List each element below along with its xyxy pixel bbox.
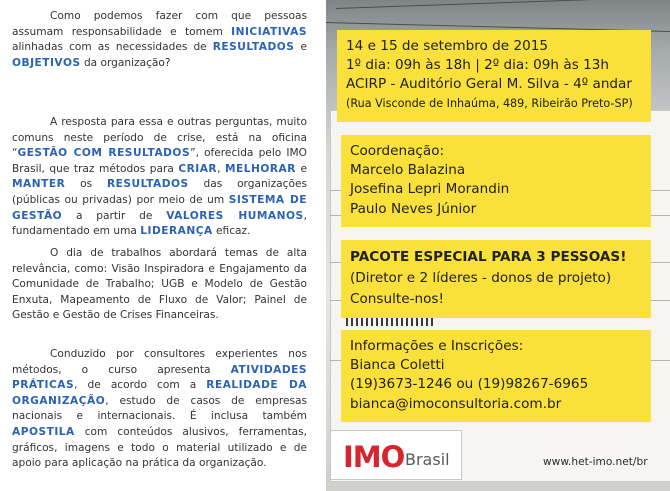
highlight-manter: MANTER <box>12 178 66 191</box>
highlight-sistema: SISTEMA DE GESTÃO <box>12 193 307 222</box>
paragraph-answer <box>12 115 307 240</box>
website-link[interactable]: www.het-imo.net/br <box>543 456 648 468</box>
highlight-apostila: APOSTILA <box>12 425 75 438</box>
contact-heading: Informações e Inscrições: <box>350 338 524 354</box>
paragraph-topics <box>12 246 307 324</box>
logo-country: Brasil <box>405 450 450 469</box>
text: e <box>294 41 307 54</box>
text: ”, oferecida pelo IMO Brasil, que traz métodos para <box>12 147 307 175</box>
text: a partir de <box>62 209 167 222</box>
paragraph-course <box>12 347 307 472</box>
text: com conteúdos alusivos, ferramentas, gráficos, imagens e todo o material utilizado e de apoio para aplicação na prática da organização. <box>12 425 307 470</box>
left-column <box>0 0 326 491</box>
event-dates: 14 e 15 de setembro de 2015 <box>346 38 549 54</box>
text: , <box>217 162 225 175</box>
right-panel <box>326 0 670 491</box>
special-offer-box <box>341 240 651 318</box>
coordination-heading: Coordenação: <box>350 143 445 159</box>
highlight-melhorar: MELHORAR <box>225 162 296 175</box>
text: A resposta para essa e outras perguntas, muito comuns neste período de crise, está na oficina “ <box>12 116 307 160</box>
highlight-realidade: REALIDADE DA ORGANIZAÇÃO <box>12 379 307 407</box>
contact-phones: (19)3673-1246 ou (19)98267-6965 <box>350 376 589 392</box>
highlight-resultados: RESULTADOS <box>212 41 295 54</box>
highlight-objetivos: OBJETIVOS <box>12 56 81 69</box>
text: Conduzido por consultores experientes nos métodos, o curso apresenta <box>12 348 307 376</box>
coordinator-name: Marcelo Balazina <box>350 162 466 178</box>
highlight-lideranca: LIDERANÇA <box>140 225 213 238</box>
text: alinhadas com as necessidades de <box>12 41 213 54</box>
coordination-box <box>341 135 651 227</box>
offer-detail: (Diretor e 2 líderes - donos de projeto) <box>350 270 612 286</box>
text: e <box>295 162 307 175</box>
highlight-resultados: RESULTADOS <box>106 178 189 191</box>
event-address: (Rua Visconde de Inhaúma, 489, Ribeirão Preto-SP) <box>346 97 633 110</box>
highlight-iniciativas: INICIATIVAS <box>231 25 307 38</box>
offer-cta: Consulte-nos! <box>350 291 444 307</box>
contact-box <box>341 330 651 422</box>
text: eficaz. <box>212 225 251 238</box>
text: os <box>65 178 107 191</box>
text: , estudo de casos de empresas nacionais e internacionais. É inclusa também <box>12 394 307 423</box>
event-info-box <box>337 30 651 122</box>
highlight-gestao: GESTÃO COM RESULTADOS <box>17 147 191 160</box>
event-venue: ACIRP - Auditório Geral M. Silva - 4º andar <box>346 76 632 92</box>
offer-title: PACOTE ESPECIAL PARA 3 PESSOAS! <box>350 249 627 265</box>
text: da organização? <box>80 56 171 69</box>
logo-mark: IMO <box>343 440 405 474</box>
highlight-valores: VALORES HUMANOS <box>166 209 304 222</box>
contact-name: Bianca Coletti <box>350 357 445 373</box>
text: Como podemos fazer com que pessoas assumam responsabilidade e tomem <box>12 10 307 38</box>
contact-email[interactable]: bianca@imoconsultoria.com.br <box>350 396 562 412</box>
text: O dia de trabalhos abordará temas de alta relevância, como: Visão Inspiradora e Engajamento da Comunidade de Trabalho; UGB e Modelo de Gestão Enxuta, Mapeamento de Fluxo de Valor; Painel de Gestão e Gestão de Crises Financeiras. <box>12 247 307 322</box>
event-schedule: 1º dia: 09h às 18h | 2º dia: 09h às 13h <box>346 57 610 73</box>
text: das organizações (públicas ou privadas) por meio de um <box>12 178 307 206</box>
text: , fundamentado em uma <box>12 209 307 238</box>
coordinator-name: Paulo Neves Júnior <box>350 201 477 217</box>
text: , de acordo com a <box>74 379 207 392</box>
coordinator-name: Josefina Lepri Morandin <box>350 181 510 197</box>
paragraph-intro <box>12 9 307 71</box>
highlight-criar: CRIAR <box>178 162 218 175</box>
highlight-atividades: ATIVIDADES PRÁTICAS <box>12 363 307 392</box>
background-wire <box>336 0 656 9</box>
